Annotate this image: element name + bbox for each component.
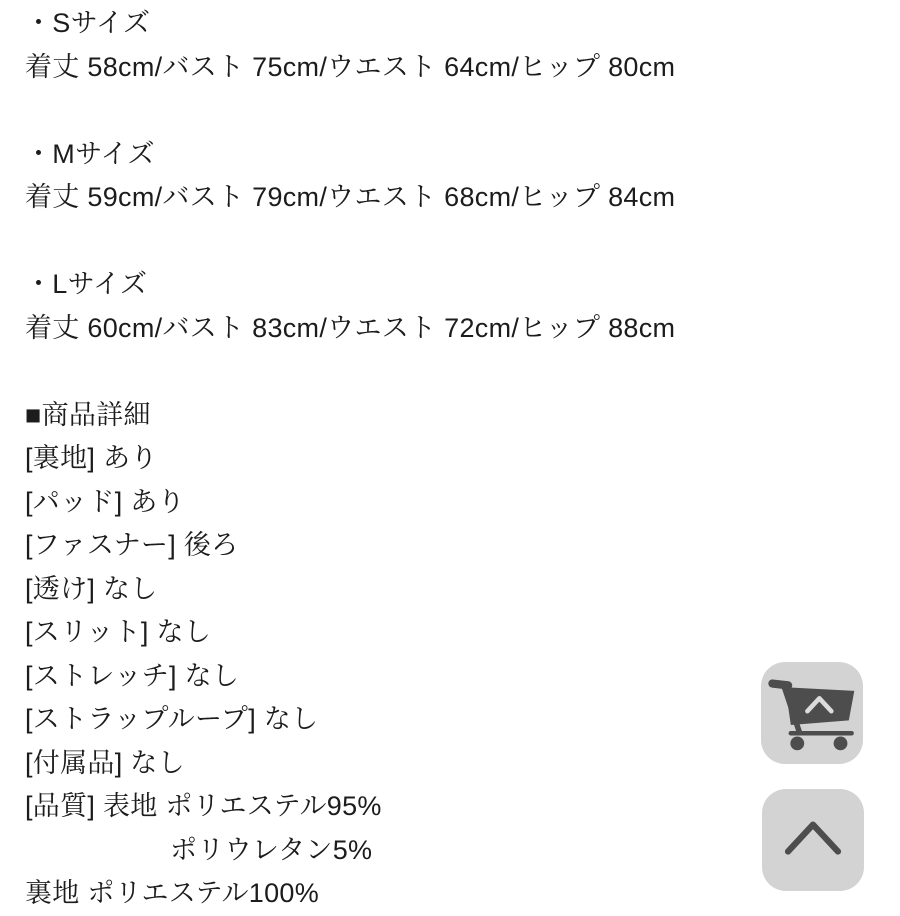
blank-line: [25, 220, 900, 264]
detail-item: [ファスナー] 後ろ: [25, 530, 239, 560]
size-measurements: 着丈 60cm/バスト 83cm/ウエスト 72cm/ヒップ 88cm: [25, 312, 676, 343]
detail-item: [裏地] あり: [25, 443, 158, 473]
detail-item: 裏地 ポリエステル100%: [25, 878, 320, 908]
size-label: ・Lサイズ: [25, 269, 148, 299]
size-label: ・Sサイズ: [25, 8, 151, 38]
detail-item: [パッド] あり: [25, 486, 185, 517]
shopping-cart-up-icon: [766, 667, 858, 759]
size-measurements: 着丈 59cm/バスト 79cm/ウエスト 68cm/ヒップ 84cm: [25, 182, 676, 212]
details-heading: ■商品詳細: [25, 399, 151, 430]
blank-line: [25, 89, 900, 133]
detail-item: [透け] なし: [25, 573, 158, 604]
detail-item: [ストラップループ] なし: [25, 704, 319, 734]
scroll-to-top-button[interactable]: [762, 789, 864, 891]
detail-item: [付属品] なし: [25, 747, 185, 778]
detail-item: [品質] 表地 ポリエステル95%: [25, 791, 382, 821]
cart-button[interactable]: [761, 662, 863, 764]
chevron-up-icon: [765, 792, 861, 888]
detail-item: [ストレッチ] なし: [25, 660, 240, 691]
blank-line: [25, 350, 900, 394]
detail-item: [スリット] なし: [25, 617, 212, 647]
size-label: ・Mサイズ: [25, 138, 155, 169]
detail-item-continuation: ポリウレタン5%: [170, 834, 373, 865]
product-description: [25, 2, 900, 916]
size-measurements: 着丈 58cm/バスト 75cm/ウエスト 64cm/ヒップ 80cm: [25, 51, 676, 82]
